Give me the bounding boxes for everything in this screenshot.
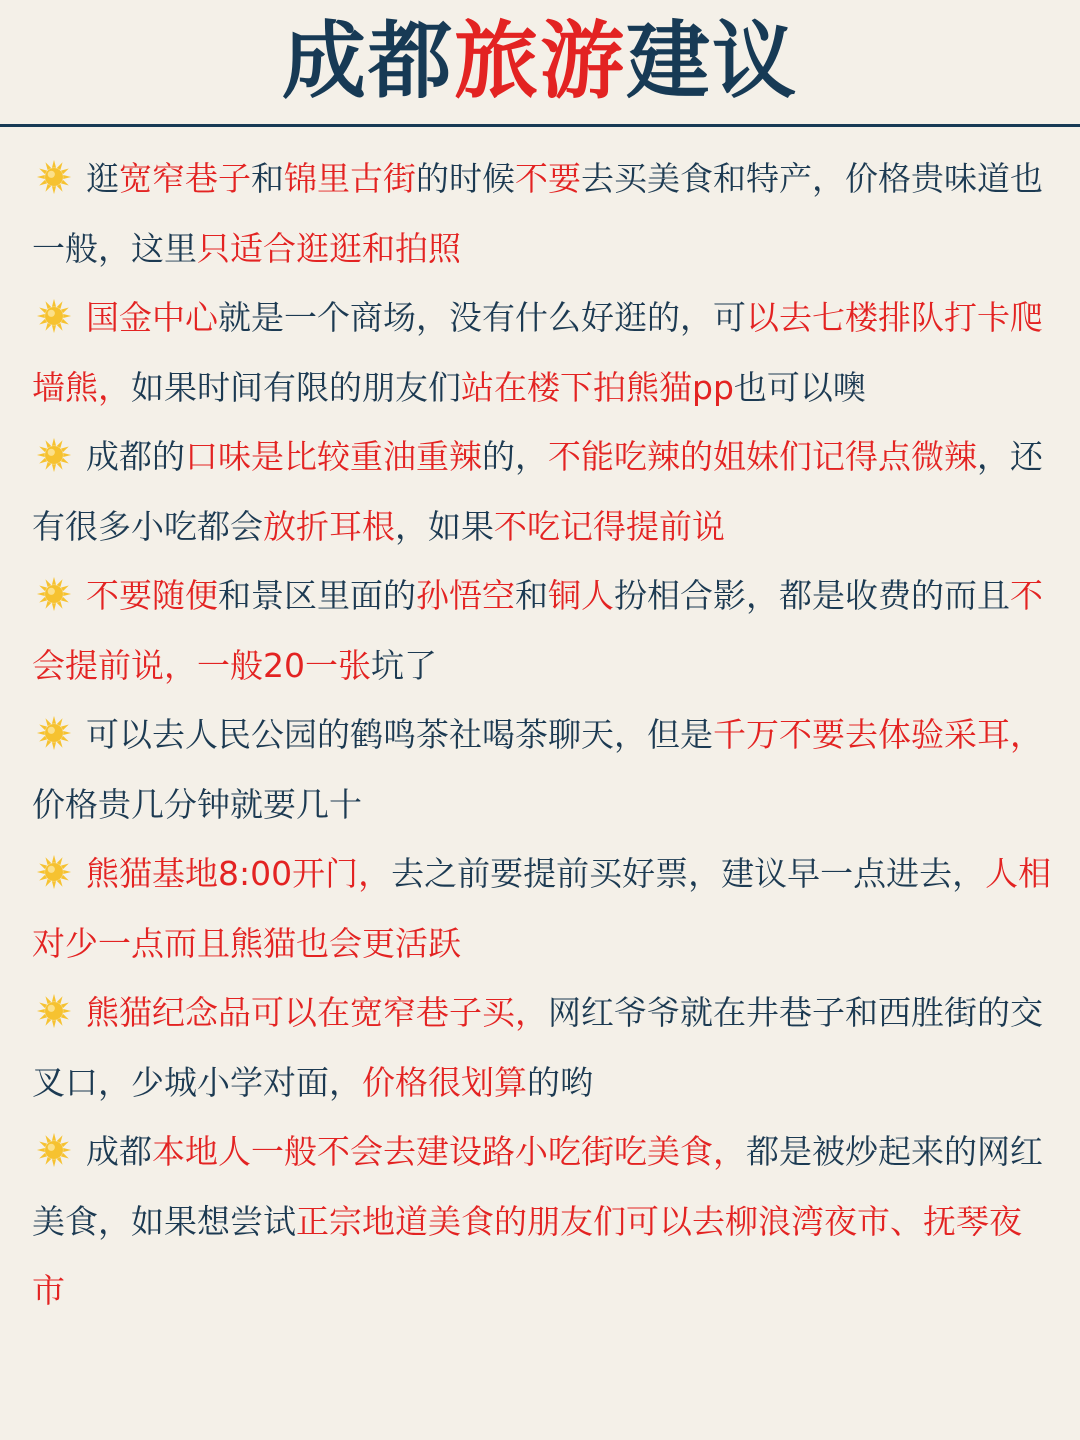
tip-highlight-text: 只适合逛逛和拍照 [197,228,461,268]
tip-highlight-text: 人相对少一点而且熊猫也会更活跃 [32,854,1052,963]
tip-highlight-text: 不能吃辣的姐妹们记得点微辣 [548,437,977,476]
sun-icon [36,715,72,751]
tip-item [32,561,1052,700]
tip-text: 扮相合影，都是收费的而且 [614,576,1010,615]
tip-item [32,978,1052,1117]
tip-item [32,839,1052,978]
sun-icon [36,437,72,473]
tip-highlight-text: 铜人 [548,576,614,615]
title-divider [0,124,1080,127]
tip-text: 成都的 [86,437,185,476]
tip-item [32,283,1052,422]
tip-item [32,700,1052,839]
tip-item [32,422,1052,561]
tip-item [32,144,1052,283]
title-part-advice: 建议 [626,12,799,110]
tip-text: 的哟 [527,1062,593,1102]
tip-text: 和 [515,576,548,615]
tip-text: 可以去人民公园的鹤鸣茶社喝茶聊天，但是 [86,715,713,754]
sun-icon [36,576,72,612]
tip-highlight-text: 千万不要去体验采耳， [713,715,1043,754]
tip-highlight-text: 不要随便 [86,576,218,615]
tip-text: 如果时间有限的朋友们 [131,367,461,407]
tip-highlight-text: 宽窄巷子 [119,159,251,198]
tip-highlight-text: 以去七楼排队打卡爬墙熊， [32,298,1043,407]
sun-icon [36,1132,72,1168]
tip-highlight-text: 放折耳根 [263,506,395,546]
tip-highlight-text: 口味是比较重油重辣 [185,437,482,476]
sun-icon [36,298,72,334]
tip-highlight-text: 价格很划算 [362,1062,527,1102]
tip-text: 和 [251,159,284,198]
tip-text: 的时候 [416,159,515,198]
tip-highlight-text: 熊猫基地8:00开门， [86,854,392,893]
tip-text: 也可以噢 [733,367,866,407]
tip-highlight-text: 本地人一般不会去建设路小吃街吃美食， [152,1132,746,1171]
page-title [0,0,1080,122]
tip-highlight-text: 不吃记得提前说 [494,506,725,546]
tip-highlight-text: 锦里古街 [284,159,416,198]
tip-highlight-text: 不要 [515,159,581,198]
tip-highlight-text: 正宗地道美食的朋友们可以去柳浪湾夜市、抚琴夜市 [32,1201,1022,1310]
tip-highlight-text: 熊猫纪念品可以在宽窄巷子买， [86,993,548,1032]
tip-highlight-text: 不会提前说，一般20一张 [32,576,1043,685]
tip-item [32,1117,1052,1326]
tip-text: 都是被炒起来的网红美食，如果想尝试 [32,1132,1043,1241]
sun-icon [36,159,72,195]
tip-text: 去之前要提前买好票，建议早一点进去， [391,854,986,893]
sun-icon [36,854,72,890]
tip-text: 的， [482,437,548,476]
tip-text: ，如果 [395,506,494,546]
tip-text: 坑了 [371,645,437,685]
tip-text: 去买美食和特产，价格贵味道也一般，这里 [32,159,1043,268]
tips-list [32,144,1052,1326]
sun-icon [36,993,72,1029]
tip-text: 网红爷爷就在井巷子和西胜街的交叉口，少城小学对面， [32,993,1043,1102]
tip-text: 和景区里面的 [218,576,416,615]
title-part-city: 成都 [281,12,454,110]
tip-highlight-text: 站在楼下拍熊猫pp [461,367,734,407]
title-part-travel: 旅游 [453,12,626,110]
tip-text: 价格贵几分钟就要几十 [32,784,362,824]
tip-highlight-text: 孙悟空 [416,576,515,615]
tip-highlight-text: 国金中心 [86,298,218,337]
tip-text: 就是一个商场，没有什么好逛的，可 [218,298,746,337]
tip-text: 成都 [86,1132,152,1171]
tip-text: ，还有很多小吃都会 [32,437,1043,546]
tip-text: 逛 [86,159,119,198]
